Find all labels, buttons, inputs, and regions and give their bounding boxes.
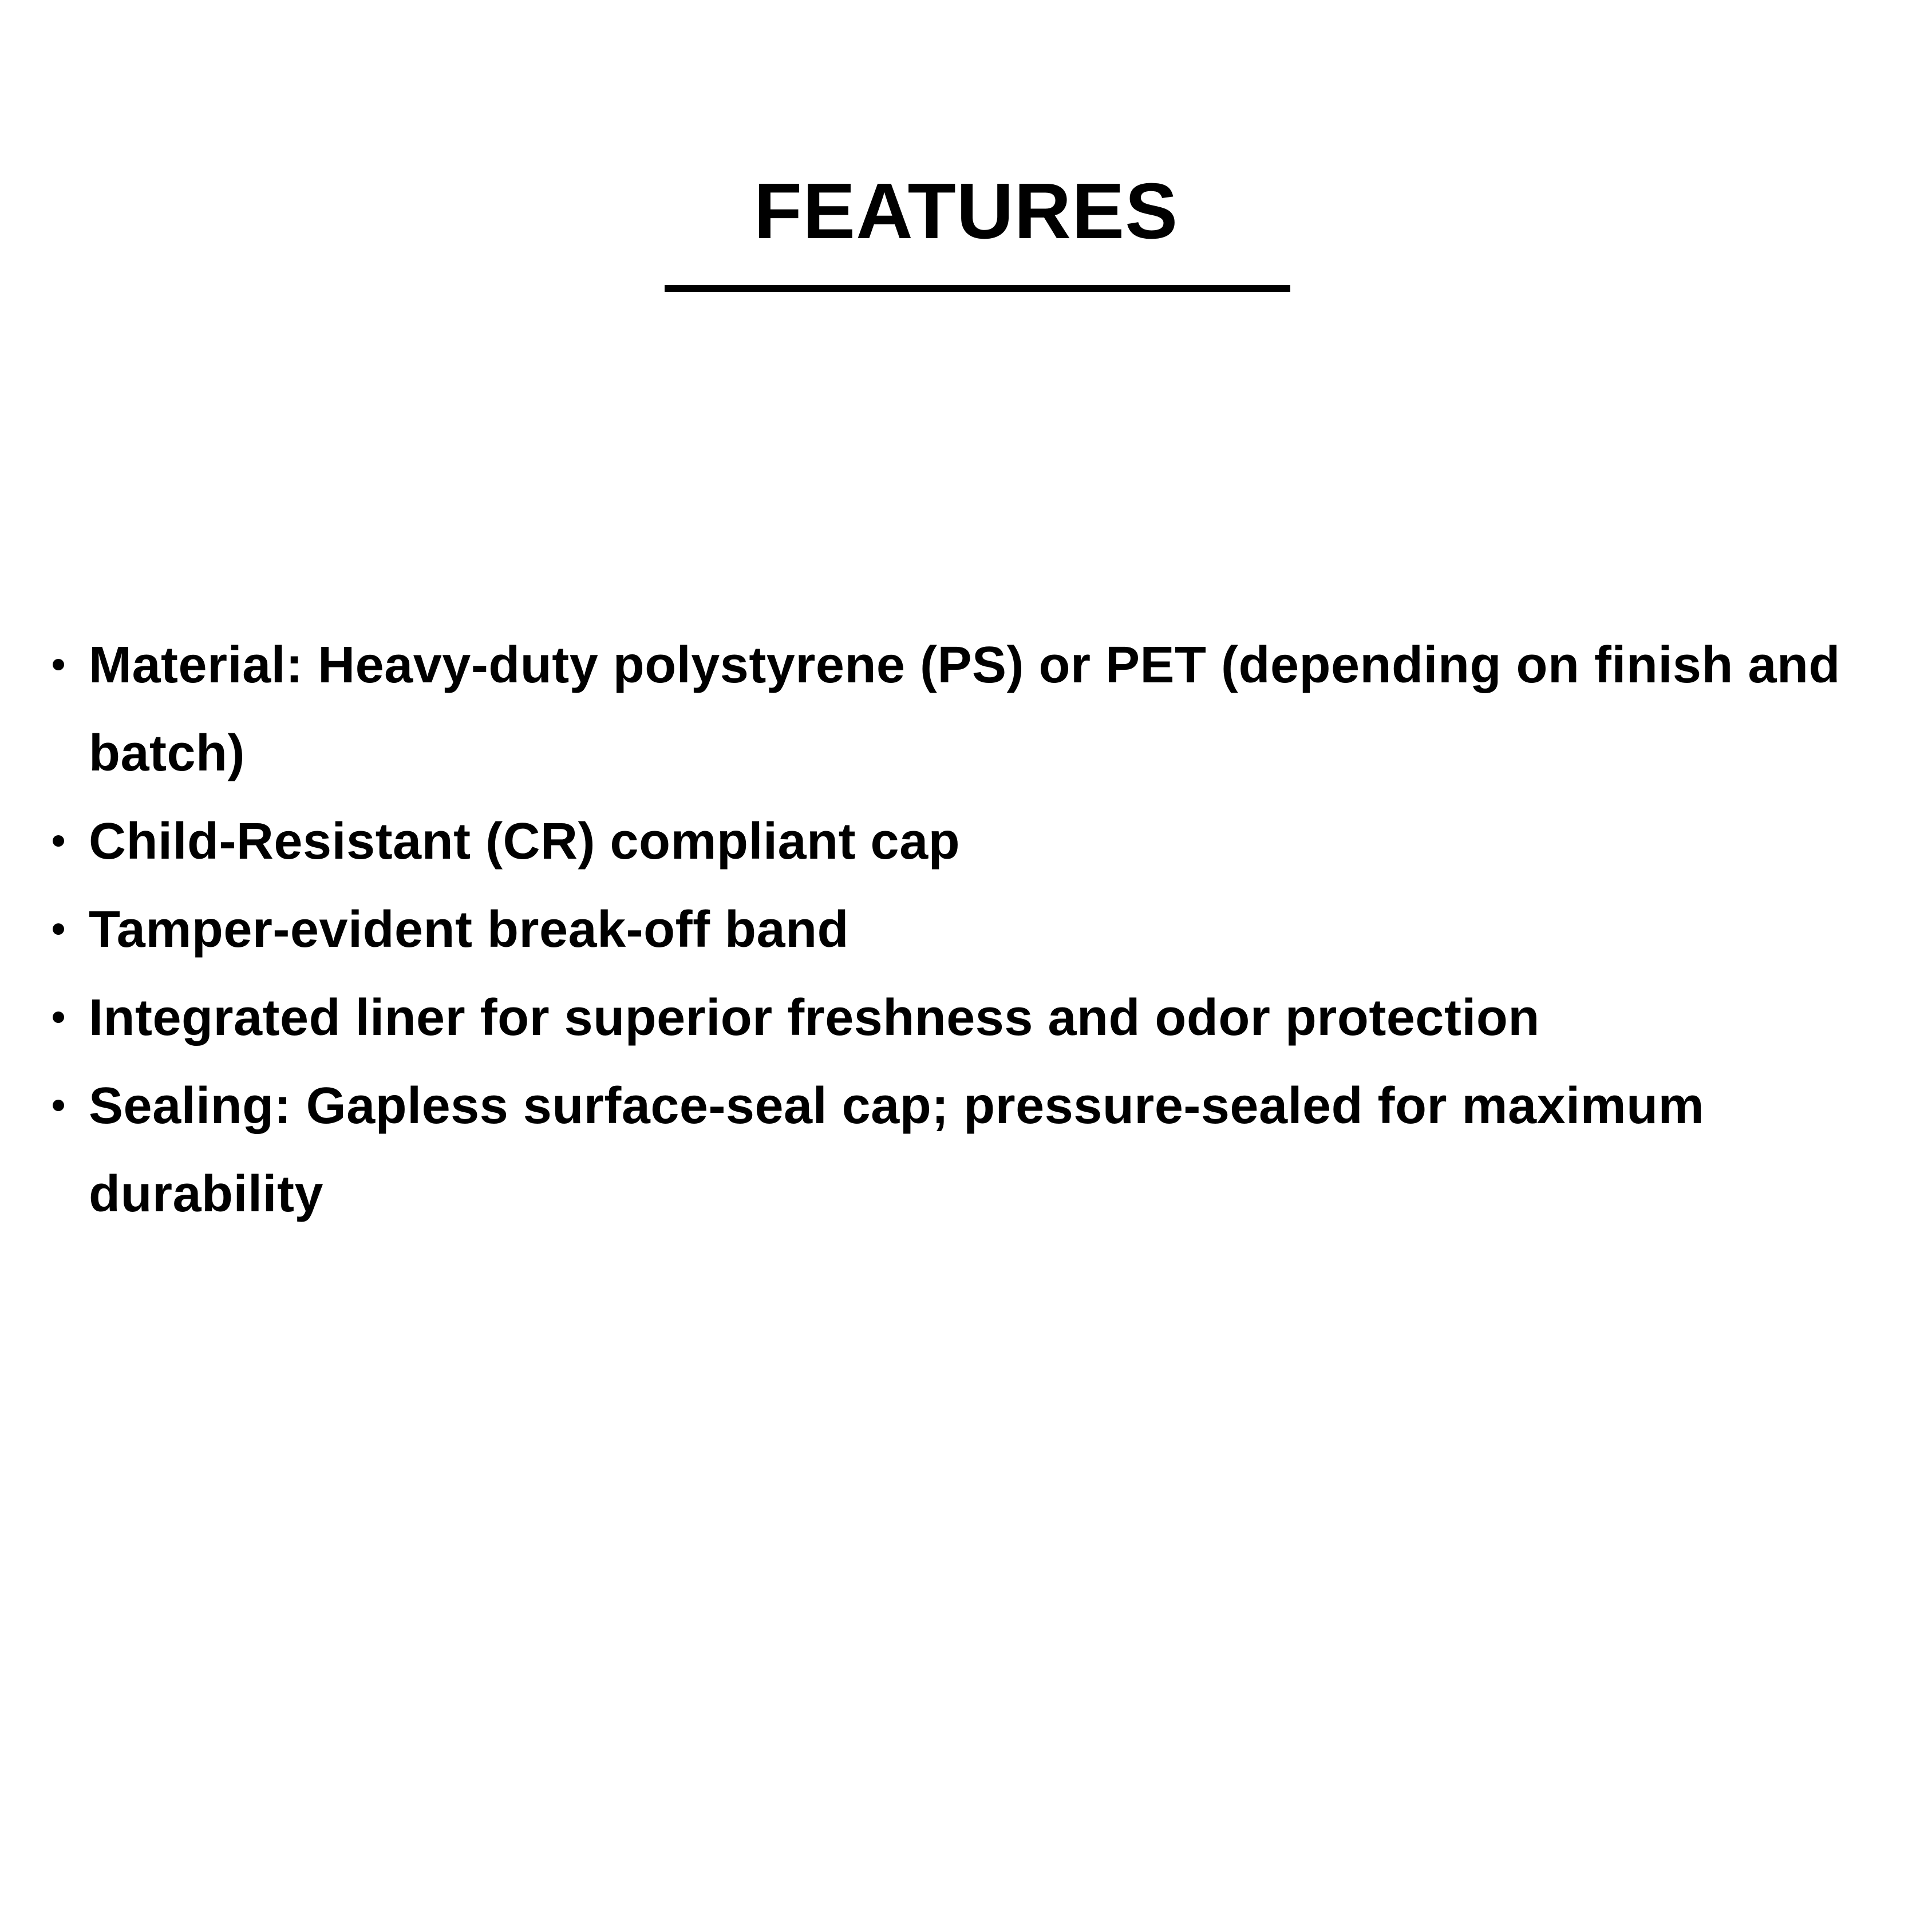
feature-text: Material: Heavy-duty polystyrene (PS) or PET (depending on finish and batch) bbox=[89, 637, 1840, 782]
feature-text: Tamper-evident break-off band bbox=[89, 901, 850, 958]
feature-text: Sealing: Gapless surface-seal cap; pressure-sealed for maximum durability bbox=[89, 1077, 1705, 1223]
bullet-icon bbox=[53, 1012, 64, 1023]
feature-item-tamper-evident bbox=[0, 886, 1932, 974]
title-underline bbox=[665, 285, 1290, 292]
feature-item-liner bbox=[0, 974, 1932, 1062]
bullet-icon bbox=[53, 659, 64, 670]
feature-text: Child-Resistant (CR) compliant cap bbox=[89, 813, 961, 870]
page-title: FEATURES bbox=[753, 167, 1179, 255]
feature-text: Integrated liner for superior freshness and odor protection bbox=[89, 989, 1540, 1046]
bullet-icon bbox=[53, 923, 64, 935]
feature-item-child-resistant bbox=[0, 797, 1932, 886]
features-list bbox=[0, 621, 1932, 1238]
feature-item-sealing bbox=[0, 1062, 1932, 1238]
bullet-icon bbox=[53, 835, 64, 847]
bullet-icon bbox=[53, 1100, 64, 1111]
feature-item-material bbox=[0, 621, 1932, 797]
title-block bbox=[0, 167, 1932, 255]
